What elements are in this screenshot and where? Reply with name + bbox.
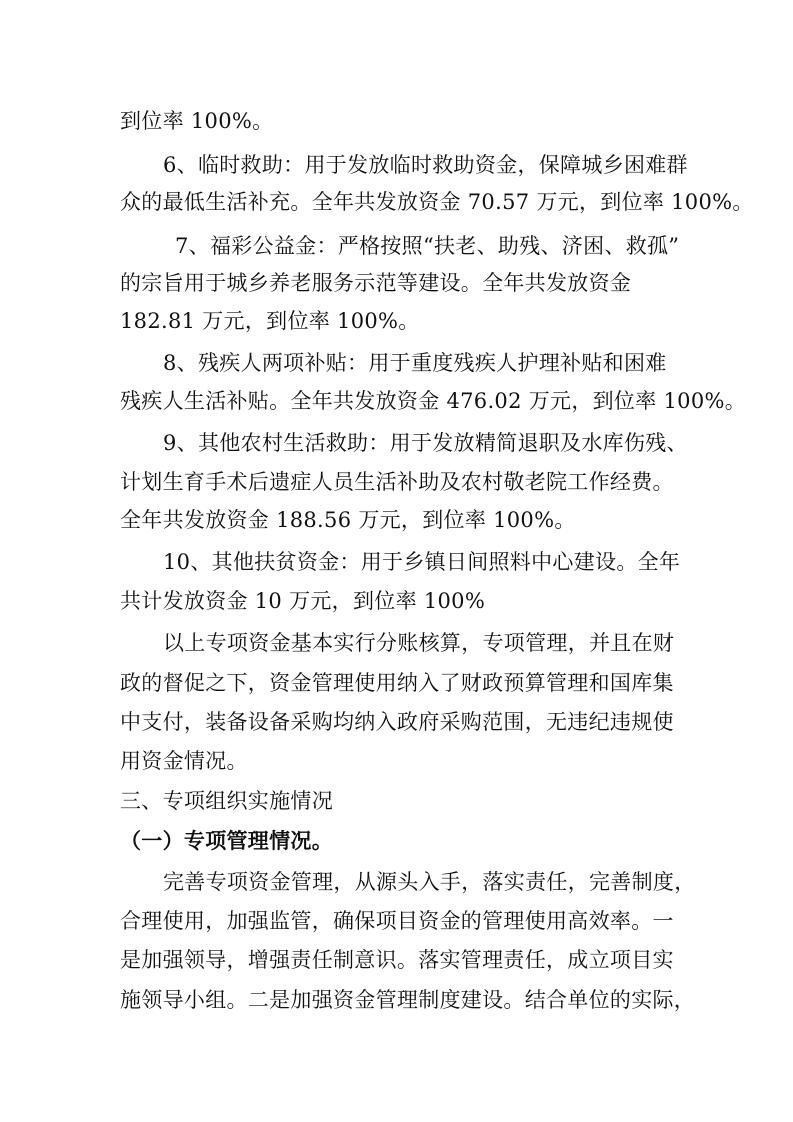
text-line-8: 残疾人生活补贴。全年共发放资金 476.02 万元，到位率 100%。 <box>120 389 747 413</box>
text-line-12: 10、其他扶贫资金：用于乡镇日间照料中心建设。全年 <box>163 550 681 574</box>
text-line-15: 政的督促之下，资金管理使用纳入了财政预算管理和国库集 <box>120 671 674 695</box>
text-line-3: 众的最低生活补充。全年共发放资金 70.57 万元，到位率 100%。 <box>120 190 754 214</box>
text-line-18: 完善专项资金管理，从源头入手，落实责任，完善制度， <box>163 870 696 894</box>
text-line-4: 7、福彩公益金：严格按照“扶老、助残、济困、救孤” <box>175 234 680 258</box>
subsection-heading: （一）专项管理情况。 <box>120 829 333 853</box>
section-heading: 三、专项组织实施情况 <box>120 789 333 813</box>
text-line-10: 计划生育手术后遗症人员生活补助及农村敬老院工作经费。 <box>120 470 674 494</box>
text-line-17: 用资金情况。 <box>120 749 248 773</box>
text-line-20: 是加强领导，增强责任制意识。落实管理责任，成立项目实 <box>120 948 674 972</box>
text-line-13: 共计发放资金 10 万元，到位率 100% <box>120 589 486 613</box>
text-line-16: 中支付，装备设备采购均纳入政府采购范围，无违纪违规使 <box>120 710 674 734</box>
text-line-19: 合理使用，加强监管，确保项目资金的管理使用高效率。一 <box>120 909 674 933</box>
text-line-14: 以上专项资金基本实行分账核算，专项管理，并且在财 <box>163 631 675 655</box>
text-line-6: 182.81 万元，到位率 100%。 <box>120 309 420 333</box>
text-line-9: 9、其他农村生活救助：用于发放精简退职及水库伤残、 <box>163 431 688 455</box>
text-line-7: 8、残疾人两项补贴：用于重度残疾人护理补贴和困难 <box>163 351 667 375</box>
text-line-1: 到位率 100%。 <box>120 109 274 133</box>
text-line-21: 施领导小组。二是加强资金管理制度建设。结合单位的实际， <box>120 988 696 1012</box>
text-line-5: 的宗旨用于城乡养老服务示范等建设。全年共发放资金 <box>120 271 632 295</box>
text-line-11: 全年共发放资金 188.56 万元，到位率 100%。 <box>120 508 576 532</box>
text-line-2: 6、临时救助：用于发放临时救助资金，保障城乡困难群 <box>163 153 688 177</box>
